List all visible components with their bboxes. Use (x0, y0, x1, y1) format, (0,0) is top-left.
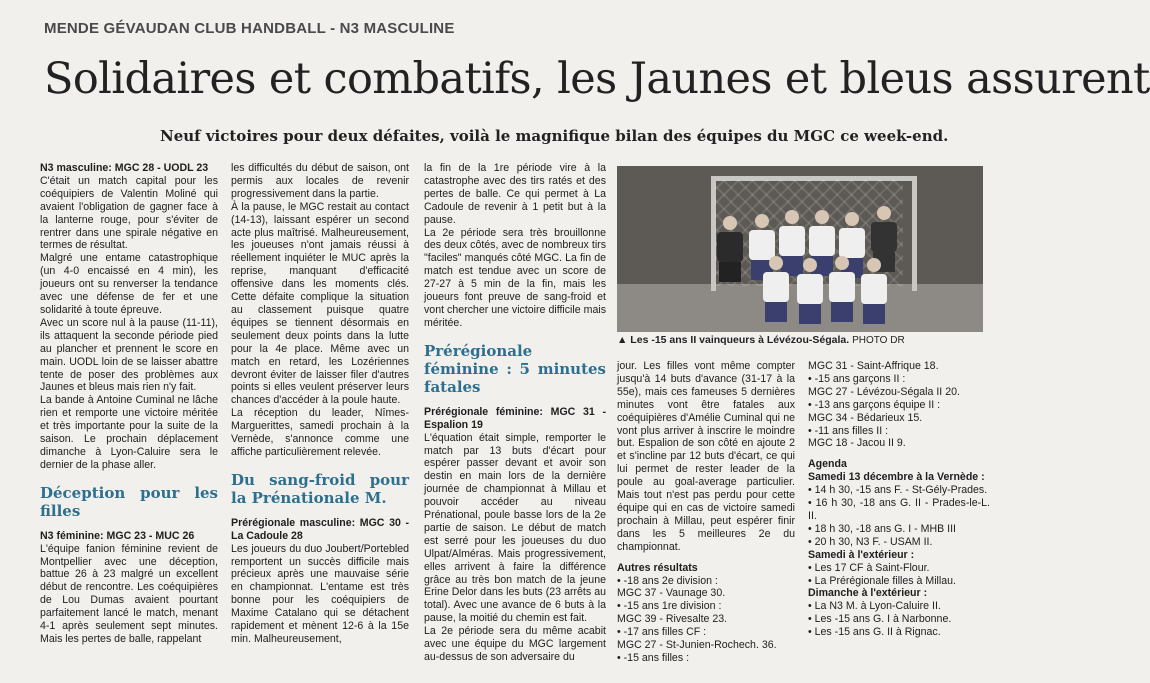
agenda-day: Samedi à l'extérieur : (808, 548, 915, 561)
caption-text: ▲ Les -15 ans II vainqueurs à Lévézou-Ségala. (617, 334, 850, 346)
player-figure (861, 258, 887, 324)
result-line: MGC 18 - Jacou II 9. (808, 437, 906, 450)
agenda-item: • Les 17 CF à Saint-Flour. (808, 561, 930, 574)
result-line: MGC 37 - Vaunage 30. (617, 587, 726, 600)
result-line: MGC 31 - Saint-Affrique 18. (808, 360, 939, 372)
agenda-item: • Les -15 ans G. I à Narbonne. (808, 613, 952, 626)
match-label: N3 masculine: MGC 28 - UODL 23 (40, 162, 209, 174)
match-label: Prérégionale masculine: MGC 30 - La Cadoule 28 (231, 516, 409, 542)
match-label: N3 féminine: MGC 23 - MUC 26 (40, 529, 195, 542)
result-line: • -13 ans garçons équipe II : (808, 398, 941, 411)
paragraph: Malgré une entame catastrophique (un 4-0 encaissé en 4 min), les joueurs ont su renverser la tendance avec une défense de fer et une solidarité à toute épreuve. (40, 252, 218, 316)
paragraph: Avec un score nul à la pause (11-11), ils attaquent la seconde période pied au plancher et prennent le score en main. UODL loin de se laisser abattre tente de poser des problèmes aux Jaunes et bleus mais rien n'y fait. (40, 316, 218, 394)
player-figure (797, 258, 823, 324)
result-line: MGC 34 - Bédarieux 15. (808, 411, 923, 424)
team-photo (617, 166, 983, 332)
column-4 (617, 360, 795, 665)
column-3 (424, 162, 606, 664)
result-line: MGC 27 - St-Junien-Rochech. 36. (617, 639, 777, 652)
kicker: MENDE GÉVAUDAN CLUB HANDBALL - N3 MASCULINE (44, 20, 455, 37)
agenda-day: Dimanche à l'extérieur : (808, 587, 928, 600)
result-line: • -17 ans filles CF : (617, 626, 707, 639)
result-line: • -18 ans 2e division : (617, 574, 718, 587)
result-line: MGC 39 - Rivesalte 23. (617, 613, 728, 626)
agenda-item: • Les -15 ans G. II à Rignac. (808, 626, 941, 639)
subheading: Du sang-froid pour la Prénationale M. (231, 470, 409, 507)
agenda-title: Agenda (808, 458, 847, 471)
paragraph: Les joueurs du duo Joubert/Portebled remportent un succès difficile mais précieux après une mauvaise série en championnat. L'entame est très bonne pour les coéquipiers de Maxime Catalano qui se détachent rapidement et mènent 12-6 à la 15e min. Malheureusement, (231, 542, 409, 645)
agenda-item: • La N3 M. à Lyon-Caluire II. (808, 600, 941, 613)
subheading: Déception pour les filles (40, 483, 218, 520)
result-line: • -15 ans garçons II : (808, 372, 906, 385)
result-line: • -15 ans filles : (617, 651, 690, 664)
column-2 (231, 162, 409, 646)
paragraph: jour. Les filles vont même compter jusqu'à 14 buts d'avance (31-17 à la 55e), mais ces fameuses 5 dernières minutes vont être fatales aux coéquipières d'Amélie Cuminal qui ne vont plus arriver à inscrire le moindre but. Espalion de son côté en ajoute 2 et s'incline par 12 buts d'écart, ce qui lui permet de rester leader de la poule au goal-average particulier. Mais tout n'est pas perdu pour cette équipe qui en cas de victoire samedi prochain à Millau, peut espérer finir dans les 5 meilleures 2e du championnat. (617, 360, 795, 553)
agenda-item: • 16 h 30, -18 ans G. II - Prades-le-L. II. (808, 497, 990, 522)
paragraph: La 2e période sera très brouillonne des deux côtés, avec de nombreux tirs "faciles" manqués côté MGC. La fin de match est tendue avec un score de 27-27 à 5 min de la fin, mais les joueurs font preuve de sang-froid et vont chercher une victoire difficile mais méritée. (424, 226, 606, 329)
agenda-item: • 18 h 30, -18 ans G. I - MHB III (808, 522, 956, 535)
player-figure (829, 256, 855, 322)
player-figure (717, 216, 743, 282)
agenda-item: • La Prérégionale filles à Millau. (808, 574, 956, 587)
paragraph: À la pause, le MGC restait au contact (14-13), laissant espérer un second acte plus maîtrisé. Malheureusement, les joueuses n'ont jamais réussi à réellement inquiéter le MUC après la reprise, manquant d'efficacité offensive dans les moments clés. Cette défaite complique la situation au classement puisque quatre équipes se tiennent désormais en seulement deux points dans la lutte pour la 4e place. Même avec un match en retard, les Lozériennes devront éviter de laisser filer d'autres points si elles veulent préserver leurs chances d'accéder à la poule haute. (231, 200, 409, 407)
agenda-day: Samedi 13 décembre à la Vernède : (808, 471, 985, 484)
standfirst: Neuf victoires pour deux défaites, voilà le magnifique bilan des équipes du MGC ce week-end. (160, 127, 949, 145)
photo-caption (617, 334, 905, 346)
photo-credit: PHOTO DR (852, 335, 905, 346)
column-1 (40, 162, 218, 646)
player-figure (763, 256, 789, 322)
paragraph: L'équation était simple, remporter le match par 13 buts d'écart pour espérer passer devant et avoir son destin en main lors de la dernière journée de championnat à Millau et pouvoir accéder au niveau Prénational, poule basse lors de la 2e partie de saison. Le début de match est serré pour les joueuses du duo Ulpat/Alméras. Mais progressivement, elles arrivent à faire la différence grâce au très bon match de la jeune Erine Delor dans les buts (23 arrêts au total). Avec une avance de 6 buts à la pause, la moitié du chemin est fait. (424, 431, 606, 625)
paragraph: L'équipe fanion féminine revient de Montpellier avec une déception, battue 26 à 23 malgré un excellent début de rencontre. Les coéquipières de Lou Dumas avaient pourtant parfaitement lancé le match, menant 4-1 après seulement sept minutes. Mais les pertes de balle, rappelant (40, 542, 218, 645)
result-line: • -15 ans 1re division : (617, 600, 722, 613)
paragraph: La 2e période sera du même acabit avec une équipe du MGC largement au-dessus de son adversaire du (424, 625, 606, 663)
column-5 (808, 360, 990, 639)
results-title: Autres résultats (617, 561, 698, 574)
headline: Solidaires et combatifs, les Jaunes et bleus assurent (44, 54, 1150, 104)
result-line: • -11 ans filles II : (808, 424, 889, 437)
result-line: MGC 27 - Lévézou-Ségala II 20. (808, 385, 960, 398)
paragraph: La réception du leader, Nîmes-Marguerittes, samedi prochain à la Vernède, s'annonce comme une affiche particulièrement relevée. (231, 407, 409, 458)
agenda-item: • 20 h 30, N3 F. - USAM II. (808, 535, 933, 548)
paragraph: C'était un match capital pour les coéquipiers de Valentin Moliné qui avaient l'obligation de gagner face à la lanterne rouge, pour s'éviter de rentrer dans une spirale négative en termes de résultat. (40, 174, 218, 252)
agenda-item: • 14 h 30, -15 ans F. - St-Gély-Prades. (808, 484, 988, 497)
subheading: Prérégionale féminine : 5 minutes fatales (424, 341, 606, 396)
paragraph: la fin de la 1re période vire à la catastrophe avec des tirs ratés et des pertes de balle. Ce qui permet à La Cadoule de revenir à 1 petit but à la pause. (424, 162, 606, 226)
paragraph: les difficultés du début de saison, ont permis aux locales de revenir progressivement dans la partie. (231, 162, 409, 200)
match-label: Prérégionale féminine: MGC 31 - Espalion 19 (424, 405, 606, 431)
paragraph: La bande à Antoine Cuminal ne lâche rien et remporte une victoire méritée et très importante pour la suite de la saison. Le prochain déplacement dimanche à Lyon-Caluire sera le dernier de la phase aller. (40, 394, 218, 471)
